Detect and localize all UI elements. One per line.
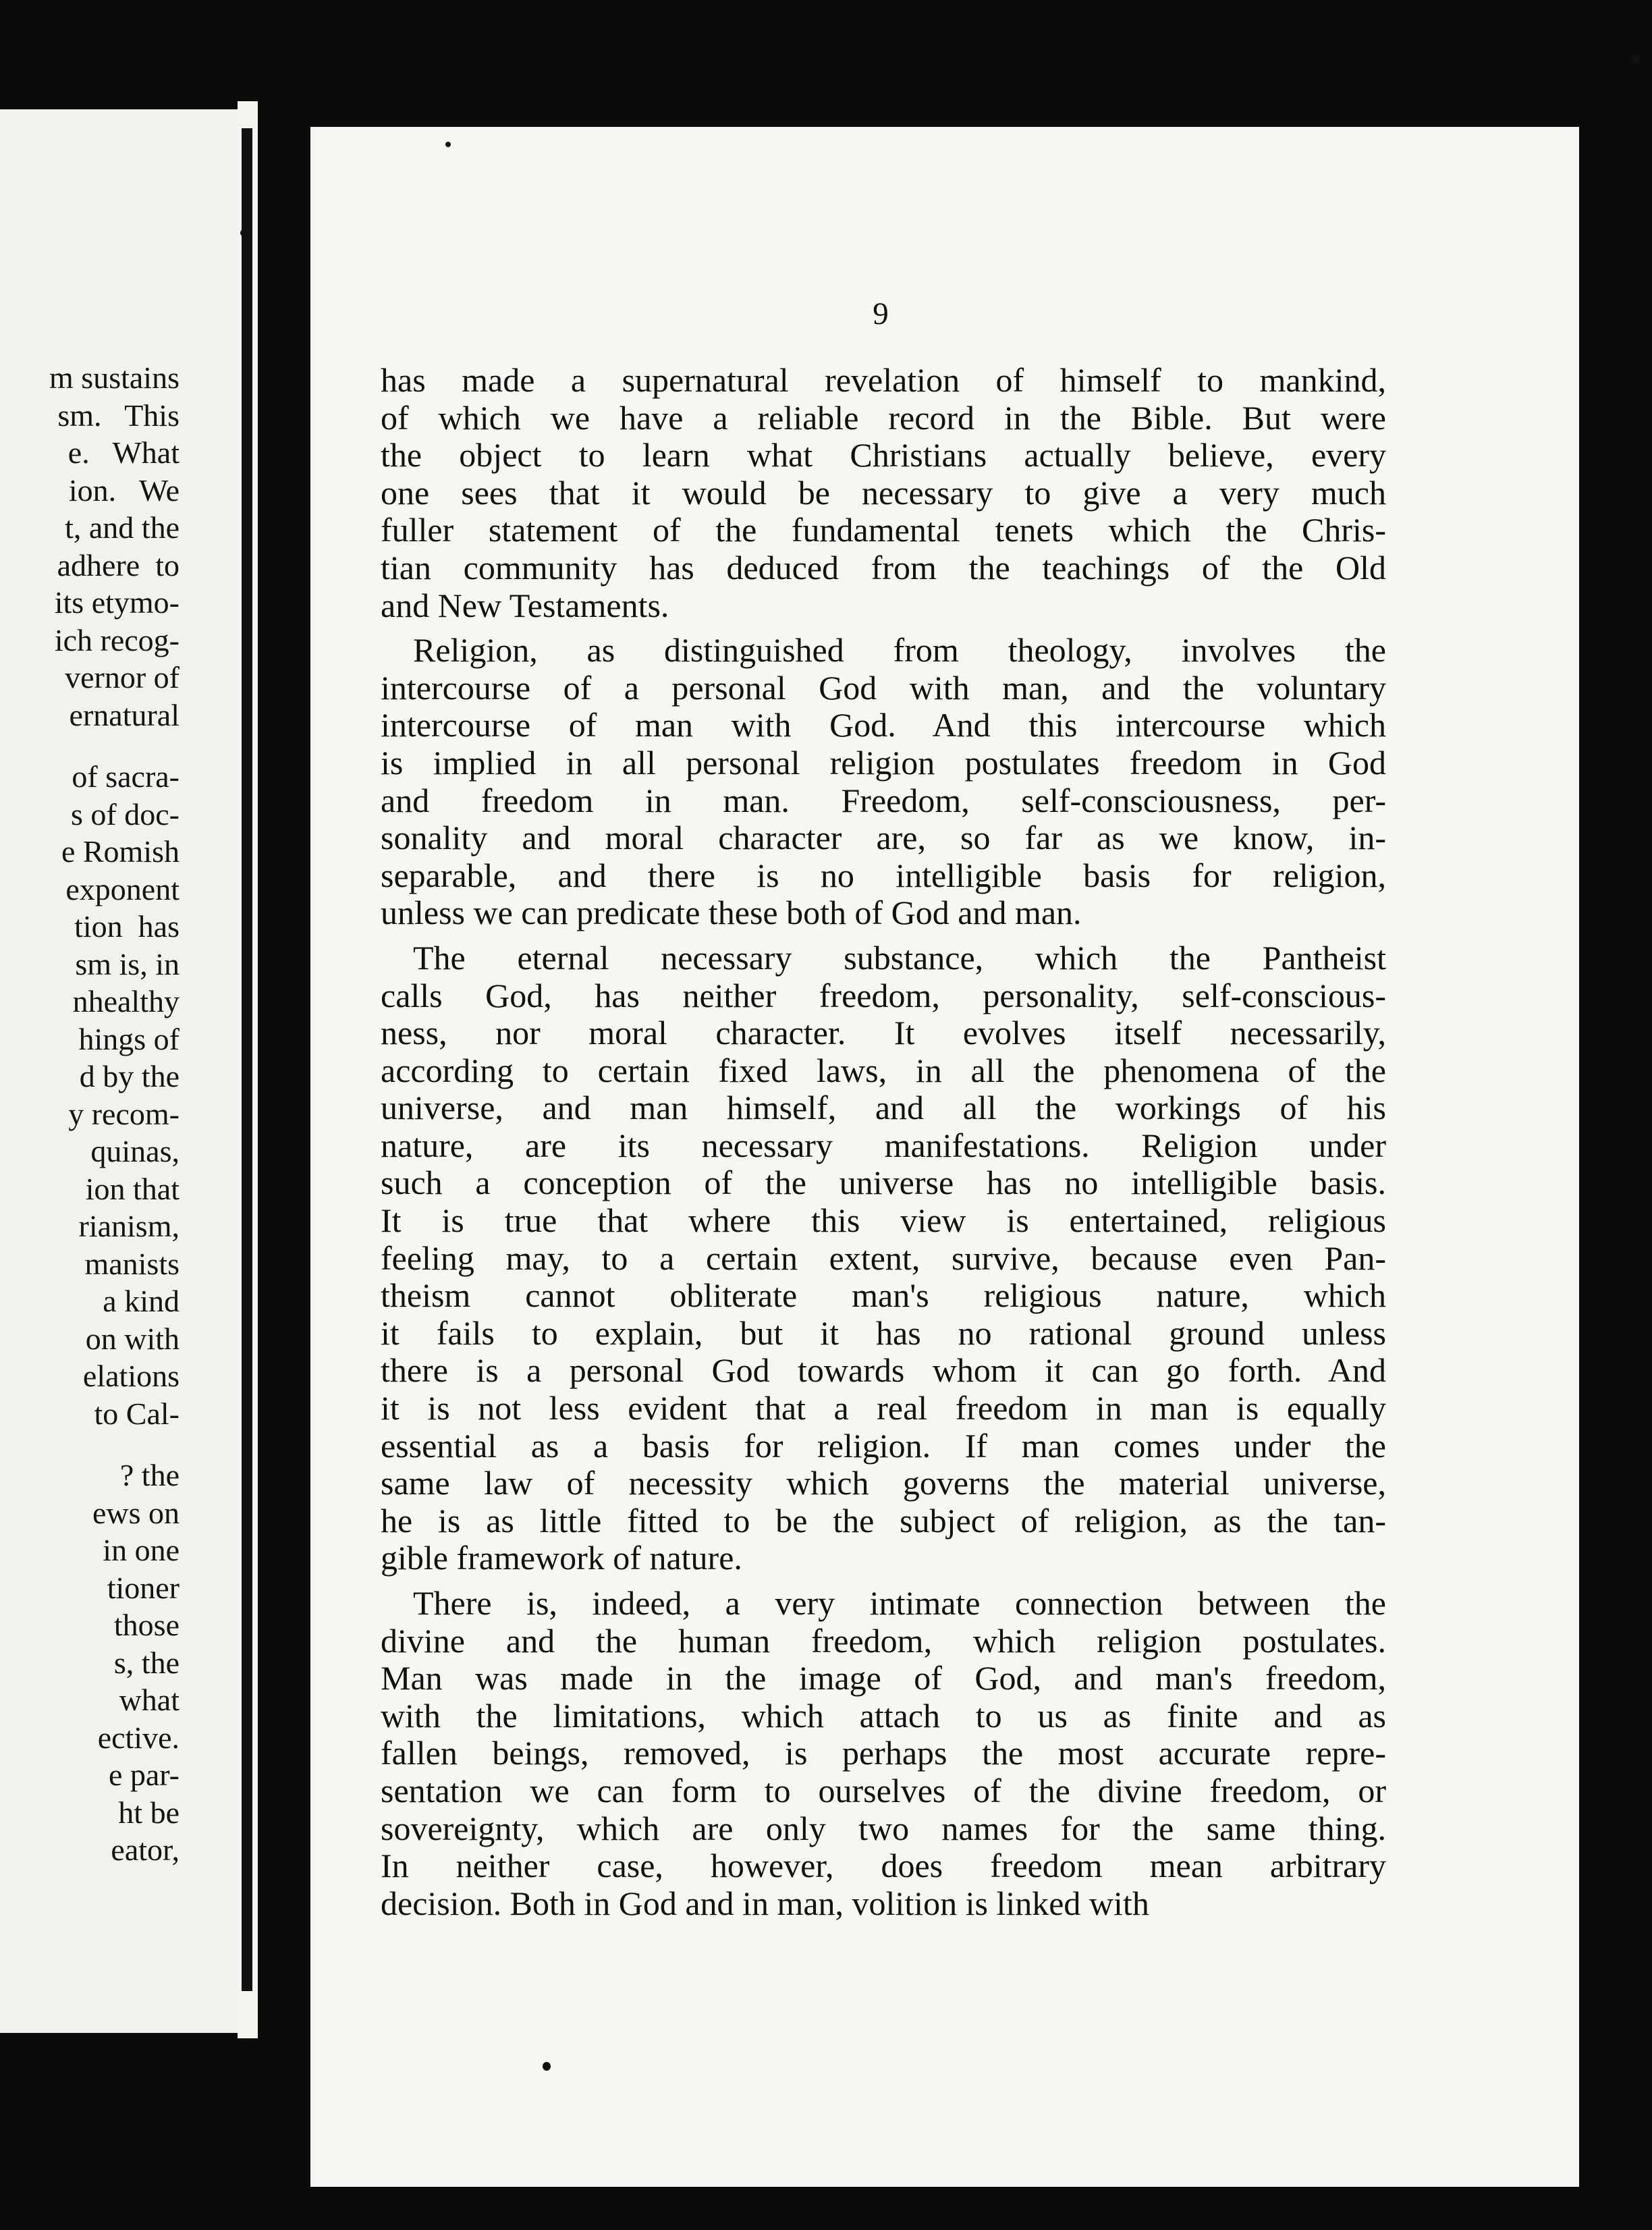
text-line: sonality and moral character are, so far as we know, in-: [381, 819, 1386, 857]
previous-page-line: ews on: [92, 1495, 180, 1530]
text-line: of which we have a reliable record in the Bible. But were: [381, 398, 1386, 437]
text-line: fuller statement of the fundamental tenets which the Chris-: [381, 511, 1386, 549]
previous-page-line: tioner: [107, 1570, 180, 1605]
paragraph: [381, 362, 1386, 624]
text-line: In neither case, however, does freedom mean arbitrary: [381, 1847, 1386, 1885]
previous-page-line: tion has: [74, 909, 180, 944]
text-line: according to certain fixed laws, in all the phenomena of the: [381, 1051, 1386, 1089]
previous-page-line: rianism,: [78, 1209, 180, 1243]
previous-page: [0, 109, 238, 2033]
previous-page-line: ? the: [119, 1458, 180, 1492]
previous-page-line: y recom-: [68, 1096, 180, 1131]
text-line: there is a personal God towards whom it can go forth. And: [381, 1351, 1386, 1390]
previous-page-line: s, the: [113, 1645, 180, 1680]
scan-speck: [240, 229, 246, 236]
previous-page-line: e par-: [108, 1758, 180, 1792]
previous-page-line: of sacra-: [72, 759, 180, 794]
text-line: separable, and there is no intelligible basis for religion,: [381, 856, 1386, 894]
previous-page-line: ion. We: [68, 472, 180, 508]
previous-page-line: e Romish: [61, 834, 180, 869]
text-line: it fails to explain, but it has no rational ground unless: [381, 1313, 1386, 1352]
text-line: he is as little fitted to be the subject of religion, as the tan-: [381, 1501, 1386, 1540]
text-line: and New Testaments.: [381, 586, 669, 624]
previous-page-line: elations: [82, 1359, 180, 1393]
previous-page-line: sm. This: [57, 398, 180, 433]
paragraph: [381, 1585, 1386, 1922]
previous-page-line: on with: [85, 1321, 180, 1356]
previous-page-line: d by the: [79, 1059, 180, 1093]
text-line: Religion, as distinguished from theology, involves the: [413, 631, 1386, 670]
text-line: There is, indeed, a very intimate connection between the: [413, 1584, 1386, 1622]
previous-page-line: ht be: [118, 1795, 180, 1830]
previous-page-line: manists: [84, 1246, 180, 1281]
text-line: It is true that where this view is entertained, religious: [381, 1201, 1386, 1240]
previous-page-line: e. What: [67, 435, 180, 470]
previous-page-line: hings of: [78, 1021, 180, 1056]
text-line: is implied in all personal religion postulates freedom in God: [381, 743, 1386, 782]
scan-speck: [445, 142, 451, 147]
text-line: The eternal necessary substance, which the Pantheist: [413, 938, 1386, 977]
text-line: theism cannot obliterate man's religious nature, which: [381, 1276, 1386, 1315]
previous-page-line: ective.: [97, 1720, 180, 1755]
text-line: same law of necessity which governs the material universe,: [381, 1464, 1386, 1502]
previous-page-text: [49, 359, 180, 1869]
text-line: intercourse of man with God. And this intercourse which: [381, 706, 1386, 744]
previous-page-line: sm is, in: [75, 946, 180, 981]
paragraph: [381, 940, 1386, 1577]
previous-page-line: ich recog-: [54, 622, 180, 657]
previous-page-line: exponent: [65, 871, 180, 906]
previous-page-line: ernatural: [69, 697, 180, 732]
text-line: universe, and man himself, and all the workings of his: [381, 1089, 1386, 1127]
page-body: [381, 362, 1386, 1922]
scan-speck: [543, 2062, 551, 2071]
text-line: sentation we can form to ourselves of the divine freedom, or: [381, 1771, 1386, 1810]
previous-page-line: adhere to: [57, 547, 180, 582]
text-line: divine and the human freedom, which religion postulates.: [381, 1621, 1386, 1660]
previous-page-line: in one: [103, 1533, 180, 1567]
text-line: one sees that it would be necessary to give a very much: [381, 473, 1386, 512]
scan-speck: [1632, 54, 1640, 63]
text-line: unless we can predicate these both of God and man.: [381, 894, 1082, 932]
text-line: tian community has deduced from the teachings of the Old: [381, 548, 1386, 587]
text-line: the object to learn what Christians actually believe, every: [381, 436, 1386, 474]
previous-page-line: to Cal-: [94, 1396, 180, 1431]
previous-page-line: m sustains: [49, 360, 180, 395]
text-line: feeling may, to a certain extent, survive, because even Pan-: [381, 1239, 1386, 1277]
previous-page-line: [49, 1432, 180, 1457]
page-number: 9: [873, 296, 889, 331]
text-line: it is not less evident that a real freedom in man is equally: [381, 1389, 1386, 1427]
text-line: sovereignty, which are only two names for the same thing.: [381, 1809, 1386, 1847]
previous-page-line: what: [119, 1683, 180, 1717]
previous-page-line: a kind: [103, 1284, 180, 1318]
previous-page-line: quinas,: [90, 1134, 180, 1168]
previous-page-line: ion that: [85, 1171, 180, 1206]
text-line: nature, are its necessary manifestations. Religion under: [381, 1126, 1386, 1164]
paragraph: [381, 632, 1386, 932]
previous-page-line: those: [113, 1608, 180, 1642]
text-line: with the limitations, which attach to us as finite and as: [381, 1696, 1386, 1735]
previous-page-line: s of doc-: [71, 796, 180, 832]
text-line: calls God, has neither freedom, personality, self-conscious-: [381, 976, 1386, 1014]
text-line: decision. Both in God and in man, volition is linked with: [381, 1884, 1149, 1922]
previous-page-line: t, and the: [65, 510, 180, 545]
previous-page-line: nhealthy: [72, 984, 180, 1018]
text-line: gible framework of nature.: [381, 1539, 742, 1577]
previous-page-line: eator,: [111, 1832, 180, 1867]
text-line: such a conception of the universe has no intelligible basis.: [381, 1164, 1386, 1202]
text-line: ness, nor moral character. It evolves itself necessarily,: [381, 1014, 1386, 1052]
previous-page-line: [49, 734, 180, 758]
text-line: fallen beings, removed, is perhaps the most accurate repre-: [381, 1734, 1386, 1772]
previous-page-line: its etymo-: [54, 585, 180, 620]
book-gutter: [238, 101, 258, 2038]
text-line: has made a supernatural revelation of himself to mankind,: [381, 361, 1386, 399]
text-line: intercourse of a personal God with man, and the voluntary: [381, 668, 1386, 707]
previous-page-line: vernor of: [65, 660, 180, 695]
text-line: and freedom in man. Freedom, self-consciousness, per-: [381, 781, 1386, 819]
text-line: essential as a basis for religion. If man comes under the: [381, 1426, 1386, 1465]
text-line: Man was made in the image of God, and man's freedom,: [381, 1659, 1386, 1697]
